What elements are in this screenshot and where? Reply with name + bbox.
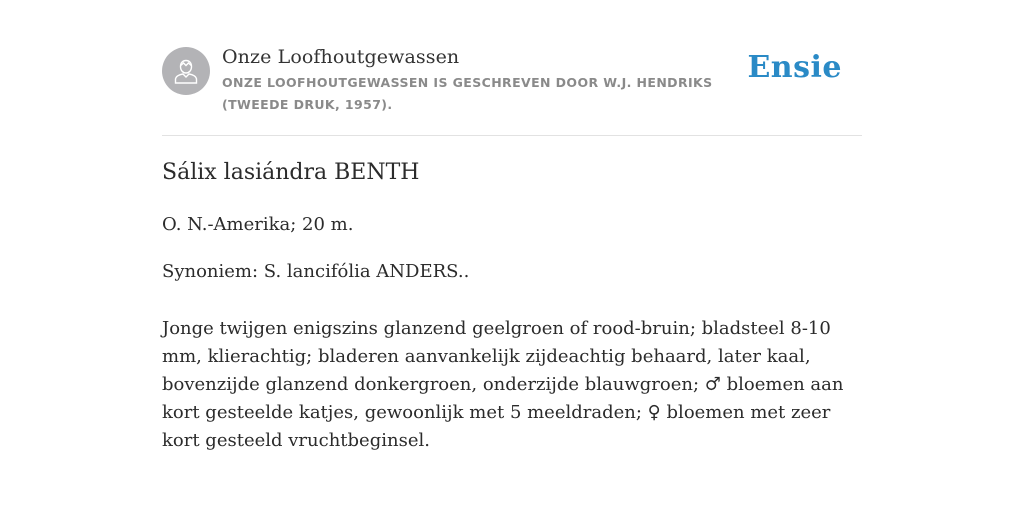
book-header [162, 0, 862, 136]
entry-description: Jonge twijgen enigszins glanzend geelgroen of rood-bruin; bladsteel 8-10 mm, klierachtig; bladeren aanvankelijk zijdeachtig behaard, later kaal, bovenzijde glanzend donkergroen, onderzijde blauwgroen; ♂ bloemen aan kort gesteelde katjes, gewoonlijk met 5 meeldraden; ♀ bloemen met zeer kort gesteeld vruchtbeginsel. [162, 318, 844, 451]
avatar[interactable] [162, 47, 210, 95]
brand-logo[interactable]: Ensie [747, 50, 842, 85]
book-title[interactable]: Onze Loofhoutgewassen [222, 46, 460, 68]
book-description: ONZE LOOFHOUTGEWASSEN IS GESCHREVEN DOOR W.J. HENDRIKS (TWEEDE DRUK, 1957). [222, 75, 713, 112]
entry-title: Sálix lasiándra BENTH [162, 160, 420, 185]
entry-synonym: Synoniem: S. lancifólia ANDERS.. [162, 261, 470, 282]
page-container [162, 0, 862, 451]
entry-origin: O. N.-Amerika; 20 m. [162, 214, 354, 235]
user-silhouette-icon [171, 56, 201, 86]
